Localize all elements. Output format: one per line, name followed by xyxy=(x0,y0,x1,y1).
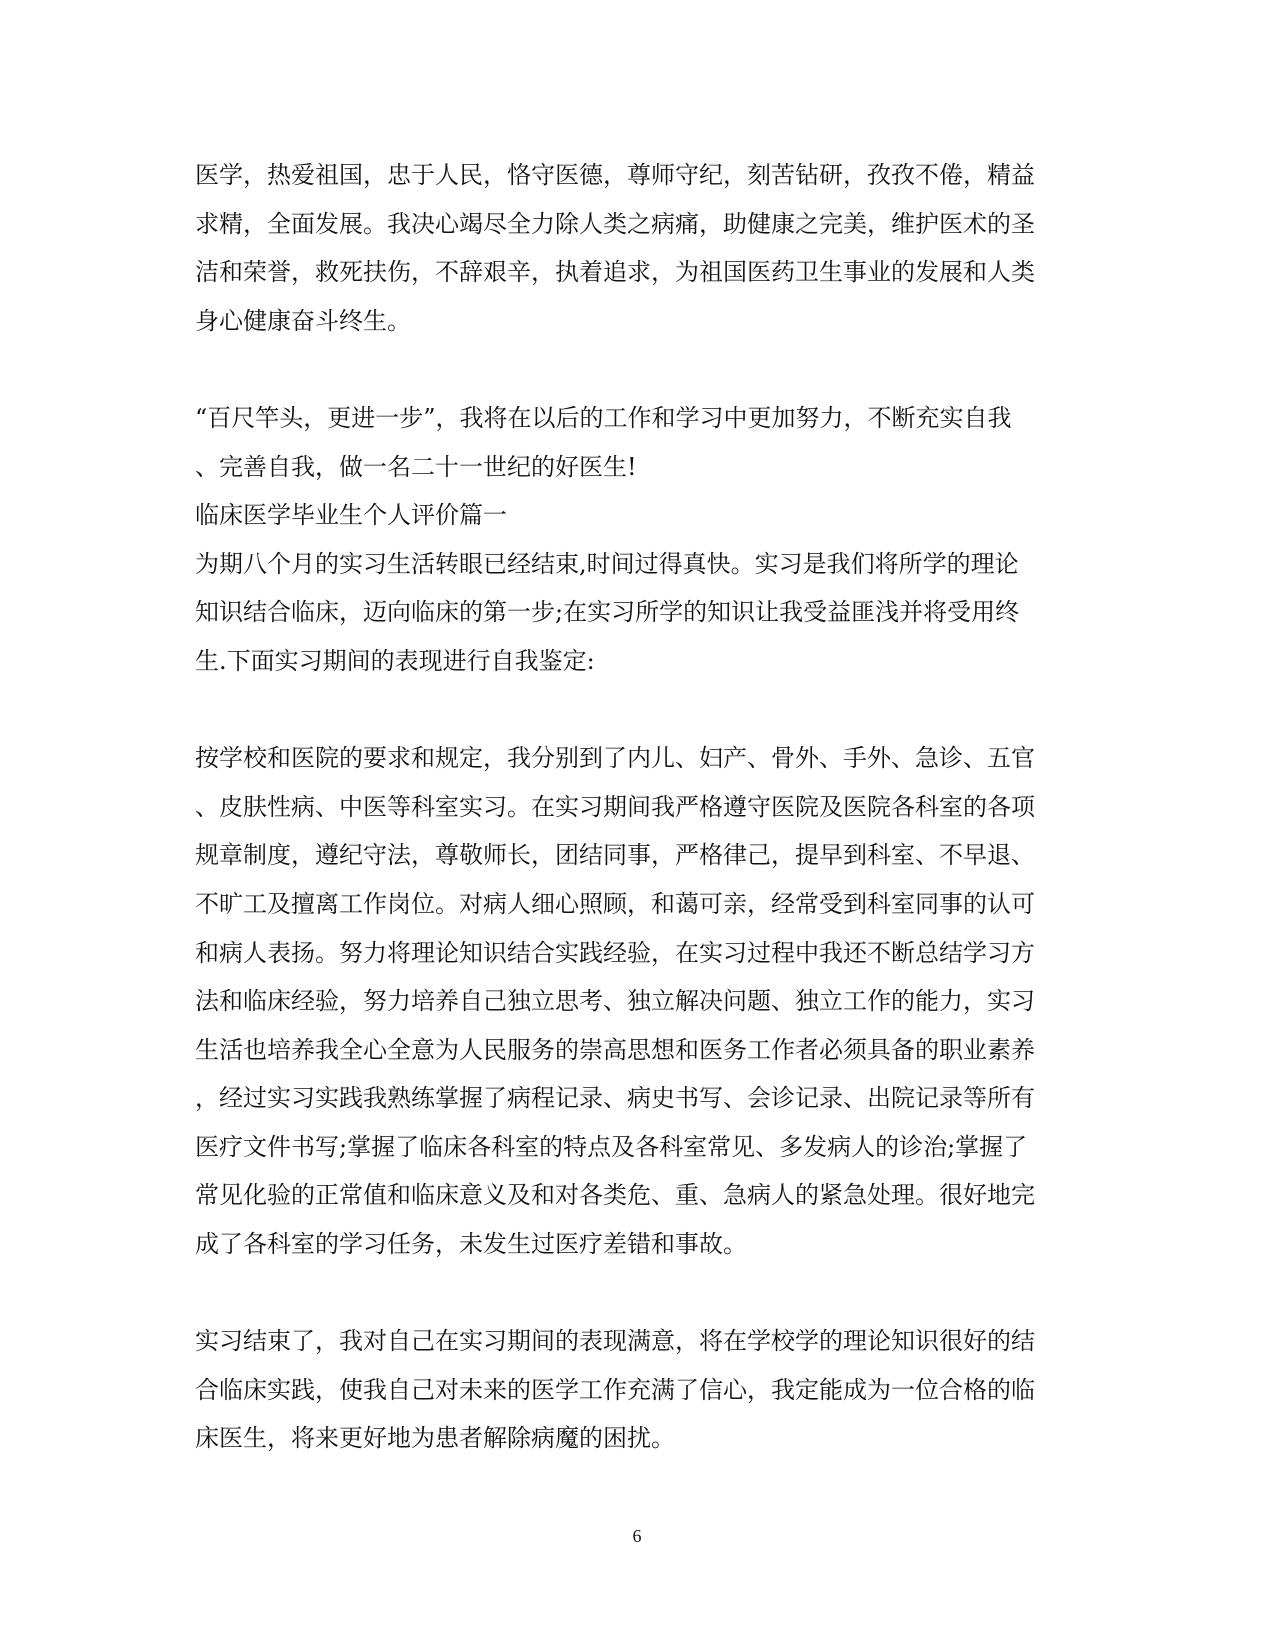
text-line: 实习结束了，我对自己在实习期间的表现满意，将在学校学的理论知识很好的结 xyxy=(195,1327,1035,1356)
text-line: 法和临床经验，努力培养自己独立思考、独立解决问题、独立工作的能力，实习 xyxy=(195,987,1035,1016)
paragraph-gap xyxy=(195,345,1075,394)
text-line: 按学校和医院的要求和规定，我分别到了内儿、妇产、骨外、手外、急诊、五官 xyxy=(195,744,1035,773)
text-line: 不旷工及擅离工作岗位。对病人细心照顾，和蔼可亲，经常受到科室同事的认可 xyxy=(195,889,1035,918)
text-line: 、皮肤性病、中医等科室实习。在实习期间我严格遵守医院及医院各科室的各项 xyxy=(195,792,1035,821)
page-number: 6 xyxy=(632,1526,642,1546)
text-line: 合临床实践，使我自己对未来的医学工作充满了信心，我定能成为一位合格的临 xyxy=(195,1375,1035,1404)
text-line: 生.下面实习期间的表现进行自我鉴定: xyxy=(195,646,595,675)
text-line: 知识结合临床，迈向临床的第一步;在实习所学的知识让我受益匪浅并将受用终 xyxy=(195,598,1020,627)
text-line: 常见化验的正常值和临床意义及和对各类危、重、急病人的紧急处理。很好地完 xyxy=(195,1181,1035,1210)
text-line: 医疗文件书写;掌握了临床各科室的特点及各科室常见、多发病人的诊治;掌握了 xyxy=(195,1132,1028,1161)
text-line: 医学，热爱祖国，忠于人民，恪守医德，尊师守纪，刻苦钻研，孜孜不倦，精益 xyxy=(195,161,1035,189)
text-line: 床医生，将来更好地为患者解除病魔的困扰。 xyxy=(195,1424,675,1453)
section-heading: 临床医学毕业生个人评价篇一 xyxy=(195,501,507,530)
text-line: 、完善自我，做一名二十一世纪的好医生! xyxy=(195,452,637,481)
text-line: 规章制度，遵纪守法，尊敬师长，团结同事，严格律己，提早到科室、不早退、 xyxy=(195,841,1035,870)
paragraph-gap xyxy=(195,686,1075,735)
text-line: “百尺竿头，更进一步”，我将在以后的工作和学习中更加努力，不断充实自我 xyxy=(195,403,1012,432)
text-line: 身心健康奋斗终生。 xyxy=(195,306,411,335)
text-line: 洁和荣誉，救死扶伤，不辞艰辛，执着追求，为祖国医药卫生事业的发展和人类 xyxy=(195,258,1035,287)
text-line: 为期八个月的实习生活转眼已经结束,时间过得真快。实习是我们将所学的理论 xyxy=(195,549,1019,578)
text-line: 生活也培养我全心全意为人民服务的崇高思想和医务工作者必须具备的职业素养 xyxy=(195,1035,1035,1064)
text-line: ，经过实习实践我熟练掌握了病程记录、病史书写、会诊记录、出院记录等所有 xyxy=(195,1084,1035,1113)
text-line: 和病人表扬。努力将理论知识结合实践经验，在实习过程中我还不断总结学习方 xyxy=(195,938,1035,967)
paragraph-gap xyxy=(195,1269,1075,1318)
document-body xyxy=(195,151,1075,1463)
text-line: 求精，全面发展。我决心竭尽全力除人类之病痛，助健康之完美，维护医术的圣 xyxy=(195,209,1035,238)
text-line: 成了各科室的学习任务，未发生过医疗差错和事故。 xyxy=(195,1230,747,1259)
